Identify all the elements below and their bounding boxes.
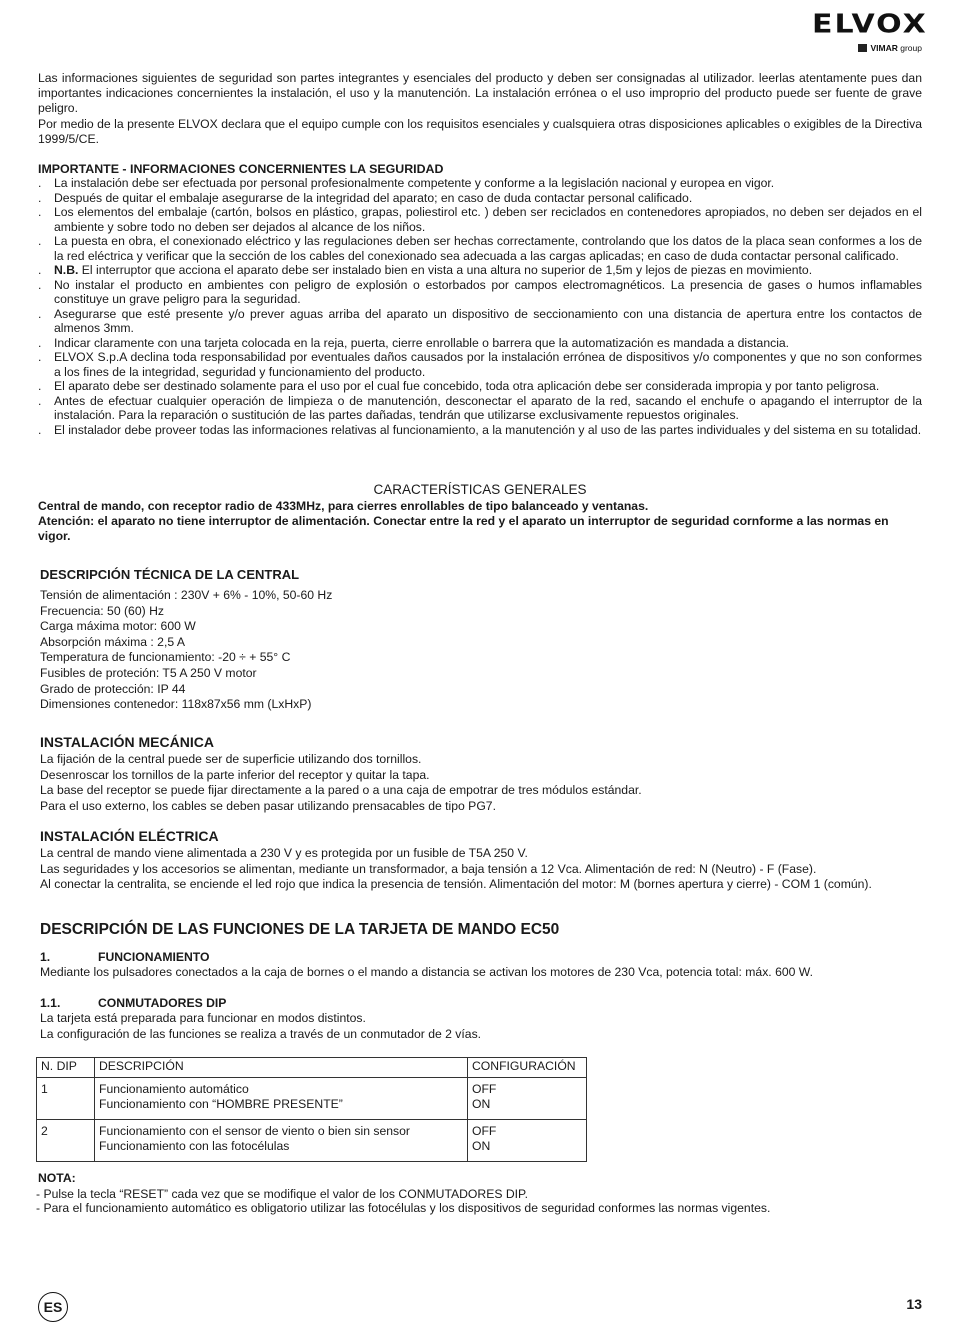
dip-table (36, 1057, 587, 1162)
list-item: . Después de quitar el embalaje asegurarse de la integridad del aparato; en caso de duda contactar personal calificado. (38, 190, 693, 205)
list-item: . ELVOX S.p.A declina toda responsabilidad por eventuales daños causados por la instalación errónea de dispositivos y/o componentes y que no son conformes a los fines de la integridad, seguridad y funcionamiento del producto. (38, 350, 922, 379)
safety-title: IMPORTANTE - INFORMACIONES CONCERNIENTES LA SEGURIDAD (38, 162, 444, 176)
general-line-2: Atención: el aparato no tiene interruptor de alimentación. Conectar entre la red y el aparato un interruptor de seguridad cornforme a las normas en vigor. (38, 514, 889, 543)
header-cell: CONFIGURACIÓN (468, 1058, 587, 1078)
elec-lines (40, 846, 872, 893)
elec-line: La central de mando viene alimentada a 230 V y es protegida por un fusible de T5A 250 V. (40, 846, 528, 860)
list-item: . El aparato debe ser destinado solamente para el uso por el cual fue concebido, toda otra aplicación debe ser considerada impropia y por tanto peligrosa. (38, 379, 880, 393)
mech-lines (40, 752, 642, 814)
spec-line: Temperatura de funcionamiento: -20 ÷ + 55° C (40, 650, 291, 665)
intro-paragraph-2: Por medio de la presente ELVOX declara que el equipo cumple con los requisitos esenciales y cualsquiera otras disposiciones aplicables o exigibles de la Directiva 1999/5/CE. (38, 117, 922, 146)
tech-title: DESCRIPCIÓN TÉCNICA DE LA CENTRAL (40, 567, 300, 582)
mech-line: Para el uso externo, los cables se deben pasar utilizando prensacables de tipo PG7. (40, 798, 496, 813)
section-11-title: CONMUTADORES DIP (98, 996, 227, 1010)
elec-title: INSTALACIÓN ELÉCTRICA (40, 828, 219, 844)
dip-number: 2 (37, 1119, 95, 1161)
elvox-logo (812, 9, 928, 58)
list-item: . Antes de efectuar cualquier operación de limpieza o de manutención, desconectar el aparato de la red, sacando el enchufe o apagando el interruptor de la instalación. Para la reparación o sustitución de las partes dañadas, tendrán que utilizarse exclusivamente repuestos originales. (38, 393, 922, 422)
note-title: NOTA: (38, 1171, 76, 1185)
list-item: . El instalador debe proveer todas las informaciones relativas al funcionamiento, a la manutención y al uso de las partes individuales y del sistema en su totalidad. (38, 422, 922, 437)
group-suffix: group (900, 43, 922, 53)
spec-line: Frecuencia: 50 (60) Hz (40, 603, 164, 618)
brand-name: ELVOX (812, 9, 928, 40)
list-item: . Los elementos del embalaje (cartón, bolsos en plástico, grapas, poliestirol etc. ) deben ser reciclados en contenedores apropiados, no deben ser dejados en el ambiente y sobre todo no deben ser dejados al alcance de los niños. (38, 205, 922, 234)
mech-line: Desenroscar los tornillos de la parte inferior del receptor y quitar la tapa. (40, 767, 430, 782)
spec-line: Tensión de alimentación : 230V + 6% - 10%, 50-60 Hz (40, 588, 333, 602)
mech-line: La base del receptor se puede fijar directamente a la pared o a una caja de empotrar de tres módulos estándar. (40, 783, 642, 798)
note-line: - Pulse la tecla “RESET” cada vez que se modifique el valor de los CONMUTADORES DIP. (36, 1187, 528, 1201)
list-item: . Asegurarse que esté presente y/o prever aguas arriba del aparato un dispositivo de seccionamiento con una distancia de apertura entre los contactos de almenos 3mm. (38, 306, 922, 335)
dip-config: OFF ON (468, 1119, 587, 1161)
list-item: . La instalación debe ser efectuada por personal profesionalmente competente y conforme a la legislación nacional y europea en vigor. (38, 176, 775, 190)
page-number: 13 (906, 1296, 922, 1312)
vimar-group-label (858, 43, 922, 53)
group-brand: VIMAR (870, 43, 898, 53)
list-item: . Indicar claramente con una tarjeta colocada en la reja, puerta, cierre enrollable o barrera que la automatización es mandada a distancia. (38, 335, 790, 350)
intro-paragraph-1: Las informaciones siguientes de seguridad son partes integrantes y esenciales del producto y deben ser consignadas al utilizador. leerlas atentamente pues dan importantes indicaciones concernientes la instalación, el uso y la manutención. La instalación errónea o el uso improprio del producto puede ser fuente de grave peligro. (38, 71, 922, 115)
note-line: - Para el funcionamiento automático es obligatorio utilizar las fotocélulas y los dispositivos de seguridad conformes las normas vigentes. (36, 1201, 771, 1215)
table-row (37, 1119, 587, 1161)
section-1-text: Mediante los pulsadores conectados a la caja de bornes o el mando a distancia se activan los motores de 230 Vca, potencia total: máx. 600 W. (40, 965, 814, 979)
spec-line: Fusibles de proteción: T5 A 250 V motor (40, 665, 257, 680)
header-cell: N. DIP (37, 1058, 95, 1078)
general-title: CARACTERÍSTICAS GENERALES (373, 482, 587, 497)
vimar-icon (858, 44, 867, 52)
section-11-number: 1.1. (40, 996, 61, 1010)
safety-list (38, 176, 922, 437)
general-line-1: Central de mando, con receptor radio de 433MHz, para cierres enrollables de tipo balanceado y ventanas. (38, 499, 649, 513)
section-11-line: La tarjeta está preparada para funcionar en modos distintos. (40, 1011, 366, 1025)
dip-config: OFF ON (468, 1077, 587, 1119)
table-row (37, 1077, 587, 1119)
list-item: . La puesta en obra, el conexionado eléctrico y las regulaciones deben ser hechas correctamente, controlando que los datos de la placa sean conformes a los de la red eléctrica y verificar que la sección de los cables del conexionado sea adecuada a las cargas aplicadas; en caso de duda contactar personal calificado. (38, 234, 922, 263)
spec-line: Grado de protección: IP 44 (40, 681, 186, 696)
header-cell: DESCRIPCIÓN (95, 1058, 468, 1078)
elec-line: Las seguridades y los accesorios se alimentan, mediante un transformador, a baja tensión a 12 Vca. Alimentación de red: N (Neutro) - F (Fase). (40, 861, 817, 876)
list-item: . N.B. El interruptor que acciona el aparato debe ser instalado bien en vista a una altura no superior de 1,5m y lejos de piezas en movimiento. (38, 263, 813, 277)
spec-line: Absorpción máxima : 2,5 A (40, 634, 185, 649)
elec-line: Al conectar la centralita, se enciende el led rojo que indica la presencia de tensión. Alimentación del motor: M (bornes apertura y cierre) - COM 1 (común). (40, 877, 872, 892)
section-11-line: La configuración de las funciones se realiza a través de un conmutador de 2 vías. (40, 1026, 482, 1041)
dip-number: 1 (37, 1077, 95, 1119)
language-badge: ES (38, 1292, 68, 1322)
table-header-row (37, 1058, 587, 1078)
section-1-number: 1. (40, 950, 51, 964)
tech-specs (40, 588, 332, 713)
spec-line: Dimensiones contenedor: 118x87x56 mm (LxHxP) (40, 697, 312, 712)
mech-line: La fijación de la central puede ser de superficie utilizando dos tornillos. (40, 752, 422, 766)
functions-title: DESCRIPCIÓN DE LAS FUNCIONES DE LA TARJETA DE MANDO EC50 (40, 921, 560, 938)
mech-title: INSTALACIÓN MECÁNICA (40, 734, 214, 750)
section-1-title: FUNCIONAMIENTO (98, 950, 210, 964)
list-item: . No instalar el producto en ambientes con peligro de explosión o estorbados por campos electromagnéticos. La presencia de gases o humos inflamables constituye un grave peligro para la seguridad. (38, 277, 922, 306)
spec-line: Carga máxima motor: 600 W (40, 619, 196, 634)
dip-description: Funcionamiento con el sensor de viento o bien sin sensor Funcionamiento con las fotocélulas (95, 1119, 468, 1161)
dip-description: Funcionamiento automático Funcionamiento con “HOMBRE PRESENTE” (95, 1077, 468, 1119)
section-11-lines (40, 1011, 481, 1042)
